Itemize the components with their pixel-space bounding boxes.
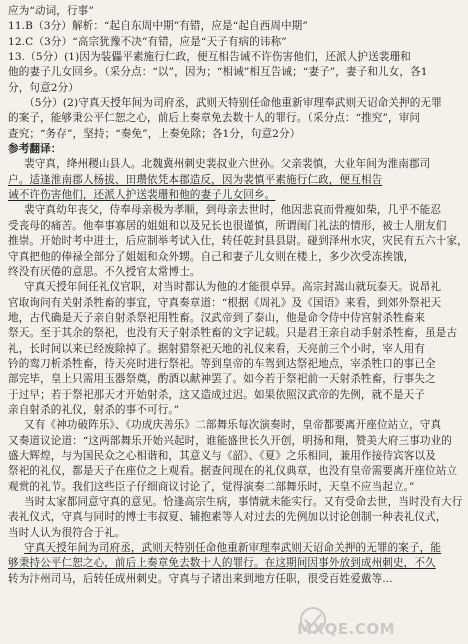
reference-translation-heading: 参考翻译：	[8, 143, 62, 156]
text-line-21: 地，古代确是天子亲自射杀祭祀用牲畜。汉武帝到了泰山，他是命令侍中侍宫射杀牲畜来	[8, 311, 426, 324]
text-line-36: 守真天授年间为司府丞，武则天特别任命他重新审理奉武则天诏命关押的无罪的案子，能	[24, 542, 442, 555]
watermark-text: MXQE.COM	[297, 620, 395, 638]
text-line-18: 终没有厌倦的意思。不久授官太常博士。	[8, 265, 201, 278]
text-line-3: 12.C（3分）“高宗犹豫不决”有错，应是“天子有病的讳称”	[8, 35, 287, 48]
text-line-1: 应为“动词，行事”	[8, 5, 94, 17]
text-line-34: 表礼仪式，守真与同时的博士韦叔夏、辅抱素等人对过去的先例加以讨论创制一种表礼仪式，	[8, 511, 447, 524]
text-line-7: （5分）(2)守真天授年间为司府丞，武则天特别任命他重新审理奉武则天诏命关押的无罪	[24, 97, 442, 110]
text-line-25: 部完毕，皇上只需用玉器祭奠，酌酒以献神罢了。如今若于祭祀前一天射杀牲畜，行事失之	[8, 373, 436, 386]
text-line-13: 诫不许伤害他们，还派人护送裴珊和他的妻子儿女回乡。	[8, 189, 276, 202]
text-line-8: 的案子，能够秉公平仁恕之心，前后上奏章免去数十人的罪行。（采分点：“推究”，审问	[8, 112, 421, 125]
text-line-37: 够秉持公平仁恕之心，前后上奏章免去数十人的罪行。在这期间因事外放到成州刺史，不久	[8, 557, 436, 570]
text-line-12: 户。适逢淮南郡人杨拔、田瓒依凭本郡造反，因为裴慎平素施行仁政，便互相告	[8, 173, 383, 186]
text-line-2: 11.B（3分）解析：“起自东周中期”有错，应是“起自西周中期”	[8, 20, 308, 33]
text-line-14: 裴守真幼年丧父，侍奉母亲极为孝顺，到母亲去世时，他因悲哀而骨瘦如柴，几乎不能忍	[24, 204, 442, 217]
text-line-32: 观赏的礼节。我们这些臣子仔细商议讨论了，觉得演奏二部舞乐时，天皇不应当起立。”	[8, 480, 415, 493]
text-line-33: 当时太家都同意守真的意见。恰逢高宗生病，事情就未能实行。又有受命去世，当时没有大行	[24, 496, 463, 508]
text-line-28: 又有《神功破阵乐》、《功成庆善乐》二部舞乐每次演奏时，皇帝都要离开座位站立，守真	[24, 419, 442, 432]
text-line-20: 官取询问有关射杀牲畜的事宜，守真奏章道：“根据《周礼》及《国语》来看，到郊外祭祀天	[8, 296, 442, 309]
text-line-23: 礼，长时间以来已经废除掉了。据射猎祭祀天地的礼仪来看，天亮前三个小时，宰人用有	[8, 342, 426, 355]
text-line-17: 守真把他的俸禄全部分了姐姐和众外甥。自己和妻子儿女则在楼上，多少次受冻挨饿，	[8, 250, 415, 263]
text-line-24: 钤的鸾刀析杀牲畜，待天亮时进行祭祀。等到皇帝的车驾到达祭祀地点，宰杀牲口的事已全	[8, 357, 436, 370]
text-line-30: 盛大辉煌，与为国民众之心相谐和，其意义与《韶》、《夏》之乐相同，兼用作接待宾客以及	[8, 449, 436, 462]
text-line-5: 他的妻子儿女回乡。（采分点：“以”，因为；“相诫”相互告诫；“妻子”，妻子和儿女，各1	[8, 66, 428, 79]
text-line-29: 又奏道议论道：“这两部舞乐开始兴起时，谁能盛世长久开创，明扬和翔，赞美大府三事功业的	[8, 434, 452, 447]
text-line-11: 裴守真，绛州稷山县人。北魏冀州刺史裴叔业六世孙。父亲裴慎，大业年间为淮南郡司	[24, 158, 431, 171]
text-line-6: 分，句意2分）	[8, 81, 80, 94]
watermark-logo	[295, 604, 405, 640]
text-line-27: 亲自射杀的礼仪，射杀的事不可行。”	[8, 403, 180, 416]
text-line-22: 祭天。至于其余的祭祀，也没有天子射杀牲畜的文字记载。只是君王亲自动手射杀牲畜，虽是古	[8, 327, 458, 340]
text-line-16: 推崇。开始时考中进士，后应制举考试入仕，转任乾封县县尉。碰到泽州水灾，灾民有五六十家，	[8, 235, 468, 248]
text-line-26: 于过早；若于祭祀那天才开始射杀，这又造成过迟。如果依照汉武帝的先例，就不是天子	[8, 388, 426, 401]
text-line-4: 13.（5分）(1)因为装儡平素施行仁政，便互相告诫不许伤害他们，还派人护送裴珊和	[8, 51, 411, 64]
text-line-15: 受丧母的痛苦。他奉事寡居的姐姐和以及兄长也很谨慎，所谓闺门礼法的情形，被士人朋友们	[8, 219, 447, 232]
text-line-35: 当时人认为很符合于礼。	[8, 526, 126, 539]
text-line-38: 转为汴州司马，后转任成州刺史。守真与子诸出来到地方任职，很受百姓爱戴等...	[8, 572, 393, 585]
text-line-19: 守真天授年间任礼仪官职，对当时都认为他的才能很卓异。高宗封嵩山就玩泰天。说昂礼	[24, 281, 442, 294]
text-line-9: 查究；“务存”，坚持；“奏免”，上奏免除；各1分，句意2分）	[8, 127, 301, 140]
text-line-31: 祭祀的礼仪，都是天子在座位之上观看。据查问现在的礼仪典章，也没有皇帝需要离开座位站立	[8, 465, 458, 478]
